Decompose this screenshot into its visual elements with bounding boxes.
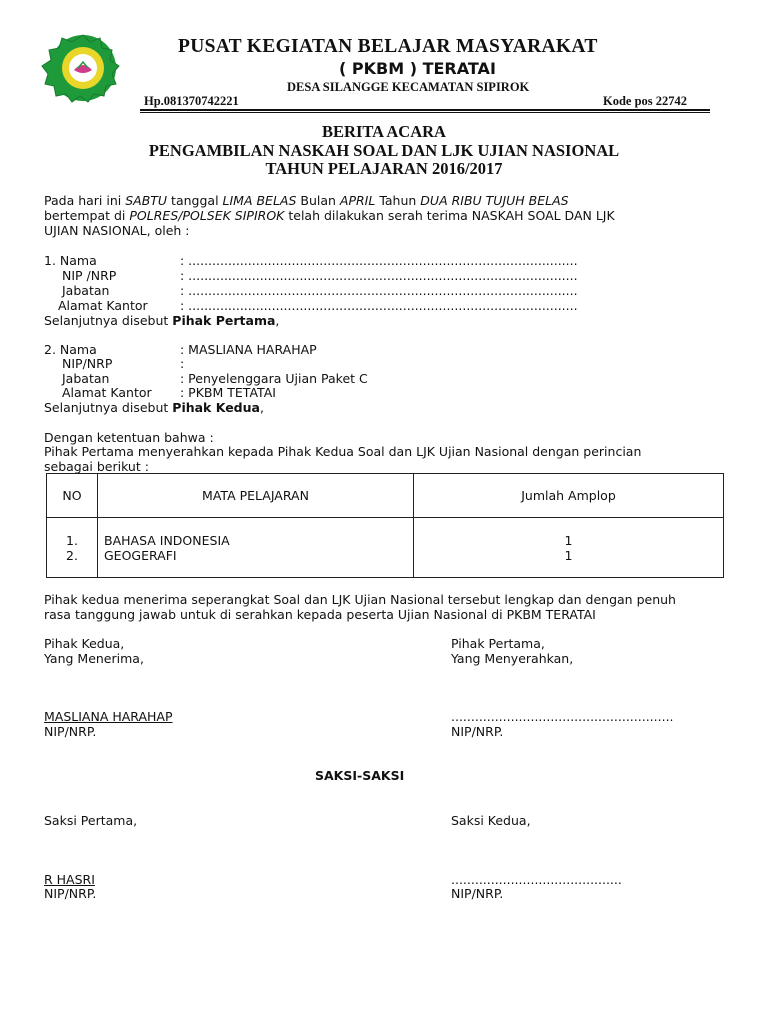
party2-nip-value: : xyxy=(180,356,185,371)
party2-jabatan-label: Jabatan xyxy=(62,371,110,386)
sig-right-name: ........................................................ xyxy=(451,709,674,724)
party2-alamat-value: : PKBM TETATAI xyxy=(180,385,276,400)
intro-place: POLRES/POLSEK SIPIROK xyxy=(129,208,285,223)
party1-jabatan-label: Jabatan xyxy=(62,283,110,298)
table-cell-no xyxy=(47,518,98,578)
sig-right-title: Pihak Pertama, xyxy=(451,636,545,651)
header-divider-thin xyxy=(140,112,710,113)
intro-date: LIMA BELAS xyxy=(222,193,297,208)
table-header-amount: Jumlah Amplop xyxy=(414,474,724,518)
row-subject: GEOGERAFI xyxy=(104,547,177,563)
intro-line-1 xyxy=(44,193,569,208)
witness-left-title: Saksi Pertama, xyxy=(44,813,138,828)
sig-right-nip: NIP/NRP. xyxy=(451,724,504,739)
witness-right-title: Saksi Kedua, xyxy=(451,813,531,828)
row-amount: 1 xyxy=(564,532,573,548)
intro-text: bertempat di xyxy=(44,208,130,223)
row-no: 1. xyxy=(66,532,78,548)
intro-text: , oleh : xyxy=(146,223,190,238)
doc-year: TAHUN PELAJARAN 2016/2017 xyxy=(265,159,503,178)
org-phone: Hp.081370742221 xyxy=(144,94,239,108)
witness-left-nip: NIP/NRP. xyxy=(44,886,97,901)
table-cell-amount xyxy=(414,518,724,578)
org-address: DESA SILANGGE KECAMATAN SIPIROK xyxy=(287,80,530,94)
doc-title: BERITA ACARA xyxy=(322,122,446,141)
intro-day: SABTU xyxy=(125,193,168,208)
org-subtitle: ( PKBM ) TERATAI xyxy=(339,59,496,78)
org-postal-code: Kode pos 22742 xyxy=(603,94,688,108)
designation-text: Selanjutnya disebut xyxy=(44,313,173,328)
designation-role: Pihak Kedua xyxy=(172,400,260,415)
intro-object-cont: UJIAN NASIONAL xyxy=(44,223,147,238)
sig-left-nip: NIP/NRP. xyxy=(44,724,97,739)
intro-month: APRIL xyxy=(339,193,376,208)
intro-line-3 xyxy=(44,223,190,238)
witness-heading: SAKSI-SAKSI xyxy=(315,768,405,783)
sig-left-sub: Yang Menerima, xyxy=(44,651,144,666)
intro-text: Tahun xyxy=(375,193,421,208)
sig-right-sub: Yang Menyerahkan, xyxy=(451,651,574,666)
party1-designation xyxy=(44,313,279,328)
witness-right-nip: NIP/NRP. xyxy=(451,886,504,901)
intro-year: DUA RIBU TUJUH BELAS xyxy=(420,193,569,208)
party1-nip-value: : .................................................................................................. xyxy=(180,268,578,283)
designation-text: , xyxy=(275,313,280,328)
row-amount: 1 xyxy=(564,547,573,563)
party2-jabatan-value: : Penyelenggara Ujian Paket C xyxy=(180,371,368,386)
party1-nama-value: : .................................................................................................. xyxy=(180,253,578,268)
org-name: PUSAT KEGIATAN BELAJAR MASYARAKAT xyxy=(178,36,598,57)
party1-alamat-label: Alamat Kantor xyxy=(58,298,148,313)
table-header-subject: MATA PELAJARAN xyxy=(98,474,414,518)
handover-table xyxy=(46,473,724,578)
intro-text: tanggal xyxy=(167,193,223,208)
witness-right-name: ........................................... xyxy=(451,872,622,887)
intro-text: Bulan xyxy=(296,193,340,208)
witness-left-name: R HASRI xyxy=(44,872,95,887)
row-no: 2. xyxy=(66,547,78,563)
designation-text: , xyxy=(259,400,264,415)
header-divider xyxy=(140,109,710,111)
sig-left-title: Pihak Kedua, xyxy=(44,636,125,651)
table-cell-subject xyxy=(98,518,414,578)
closing-line-2: rasa tanggung jawab untuk di serahkan kepada peserta Ujian Nasional di PKBM TERATAI xyxy=(44,607,596,622)
pkbm-logo xyxy=(34,32,132,104)
party2-nama-label: 2. Nama xyxy=(44,342,97,357)
doc-subtitle: PENGAMBILAN NASKAH SOAL DAN LJK UJIAN NASIONAL xyxy=(148,141,620,160)
row-subject: BAHASA INDONESIA xyxy=(104,532,230,548)
table-header-no: NO xyxy=(47,474,98,518)
terms-line-3: sebagai berikut : xyxy=(44,459,149,474)
party2-nip-label: NIP/NRP xyxy=(62,356,113,371)
table-row xyxy=(47,518,724,578)
party2-nama-value: : MASLIANA HARAHAP xyxy=(180,342,317,357)
designation-role: Pihak Pertama xyxy=(172,313,276,328)
intro-line-2 xyxy=(44,208,615,223)
terms-line-2: Pihak Pertama menyerahkan kepada Pihak Kedua Soal dan LJK Ujian Nasional dengan perincian xyxy=(44,444,642,459)
intro-text: telah dilakukan serah terima xyxy=(284,208,472,223)
closing-line-1: Pihak kedua menerima seperangkat Soal dan LJK Ujian Nasional tersebut lengkap dan dengan penuh xyxy=(44,592,676,607)
party1-jabatan-value: : .................................................................................................. xyxy=(180,283,578,298)
party1-nama-label: 1. Nama xyxy=(44,253,97,268)
intro-object: NASKAH SOAL DAN LJK xyxy=(471,208,615,223)
terms-intro: Dengan ketentuan bahwa : xyxy=(44,430,214,445)
table-header-row xyxy=(47,474,724,518)
party1-nip-label: NIP /NRP xyxy=(62,268,117,283)
intro-text: Pada hari ini xyxy=(44,193,126,208)
designation-text: Selanjutnya disebut xyxy=(44,400,173,415)
party2-alamat-label: Alamat Kantor xyxy=(62,385,152,400)
party2-designation xyxy=(44,400,264,415)
sig-left-name: MASLIANA HARAHAP xyxy=(44,709,173,724)
party1-alamat-value: : .................................................................................................. xyxy=(180,298,578,313)
